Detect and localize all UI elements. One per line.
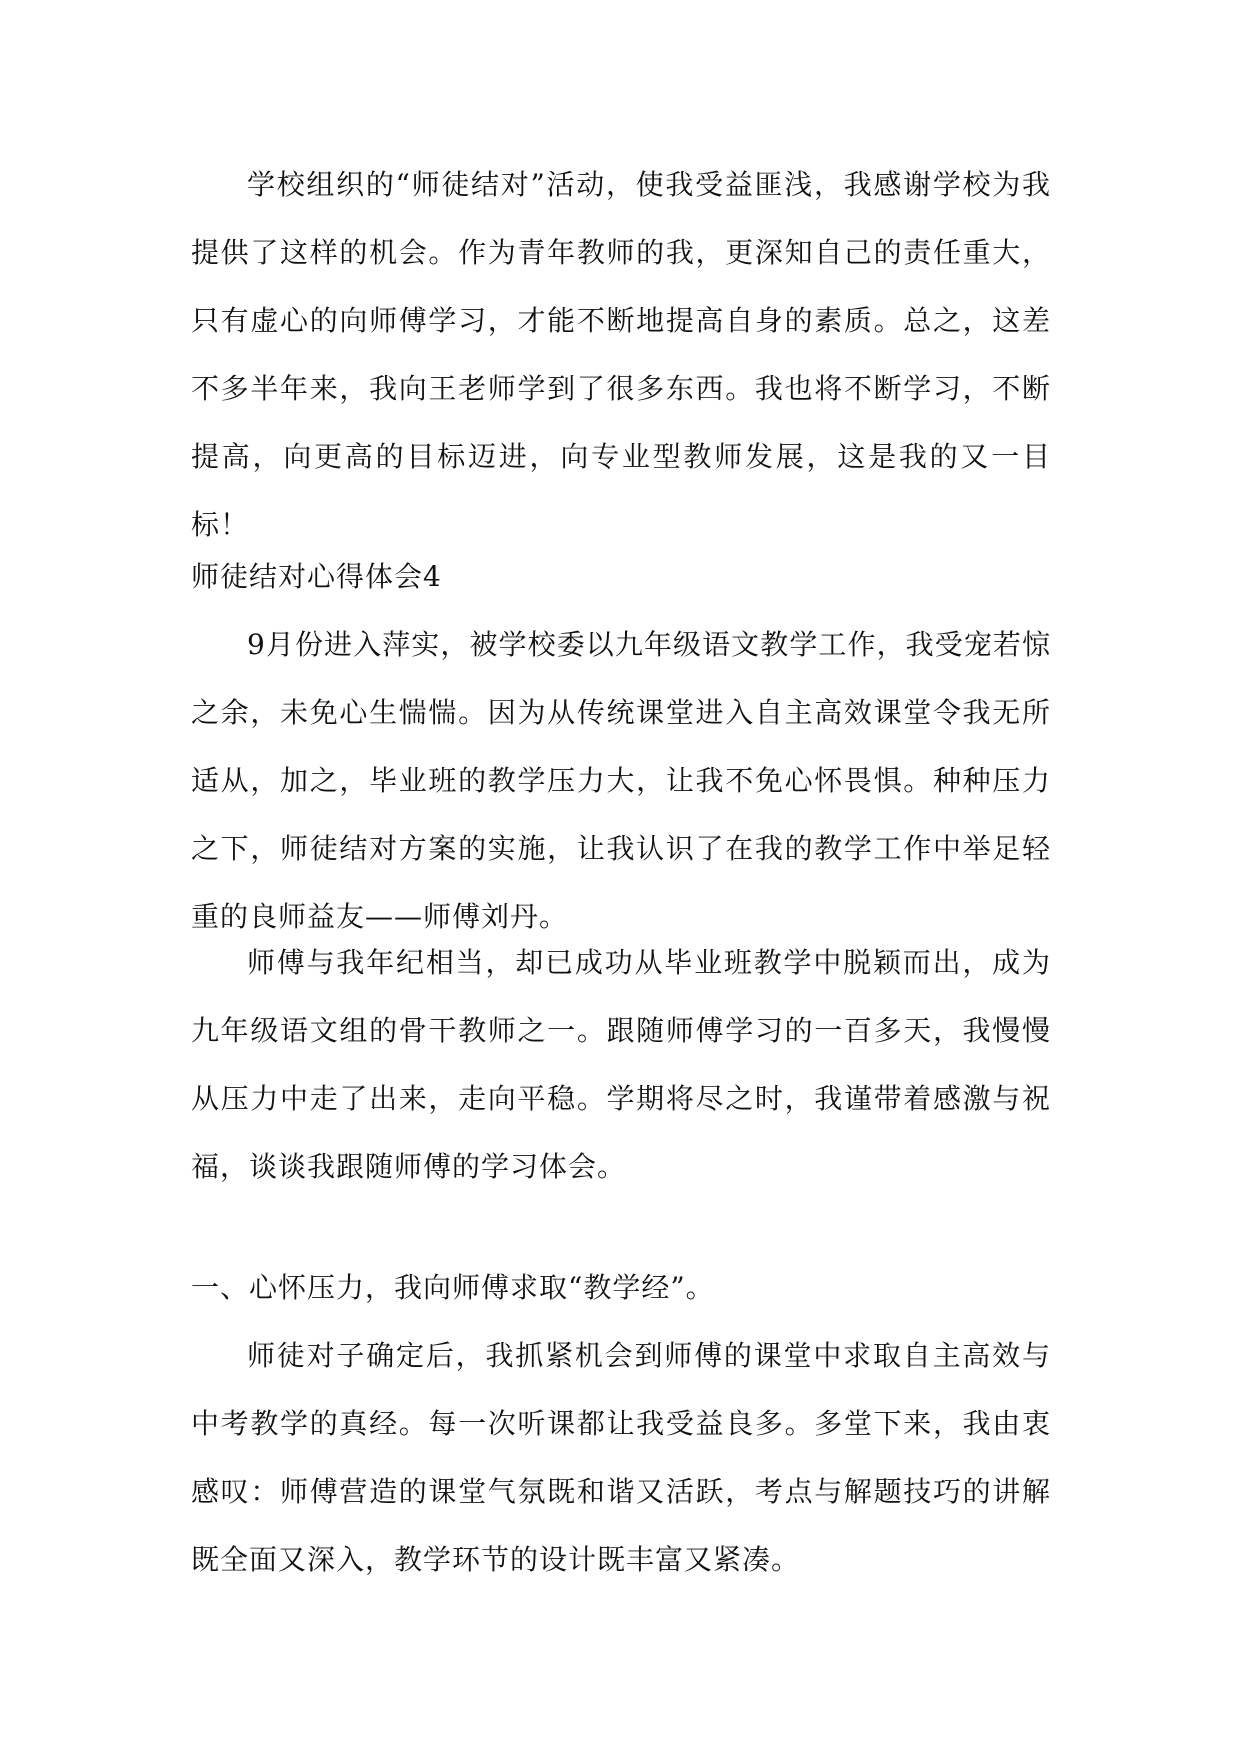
paragraph-classroom: 师徒对子确定后，我抓紧机会到师傅的课堂中求取自主高效与中考教学的真经。每一次听课都让我受益良多。多堂下来，我由衷感叹：师傅营造的课堂气氛既和谐又活跃，考点与解题技巧的讲解既全面又深入，教学环节的设计既丰富又紧凑。	[191, 1339, 1051, 1576]
section-title: 师徒结对心得体会4	[191, 560, 442, 593]
subsection-title: 一、心怀压力，我向师傅求取“教学经”。	[191, 1271, 715, 1304]
paragraph-mentor: 师傅与我年纪相当，却已成功从毕业班教学中脱颖而出，成为九年级语文组的骨干教师之一。跟随师傅学习的一百多天，我慢慢从压力中走了出来，走向平稳。学期将尽之时，我谨带着感激与祝福，谈谈我跟随师傅的学习体会。	[191, 946, 1051, 1183]
paragraph-intro: 9月份进入萍实，被学校委以九年级语文教学工作，我受宠若惊之余，未免心生惴惴。因为从传统课堂进入自主高效课堂令我无所适从，加之，毕业班的教学压力大，让我不免心怀畏惧。种种压力之下，师徒结对方案的实施，让我认识了在我的教学工作中举足轻重的良师益友——师傅刘丹。	[191, 628, 1051, 933]
document-page	[191, 0, 1051, 1754]
paragraph-conclusion: 学校组织的“师徒结对”活动，使我受益匪浅，我感谢学校为我提供了这样的机会。作为青年教师的我，更深知自己的责任重大，只有虚心的向师傅学习，才能不断地提高自身的素质。总之，这差不多半年来，我向王老师学到了很多东西。我也将不断学习，不断提高，向更高的目标迈进，向专业型教师发展，这是我的又一目标！	[191, 168, 1051, 541]
